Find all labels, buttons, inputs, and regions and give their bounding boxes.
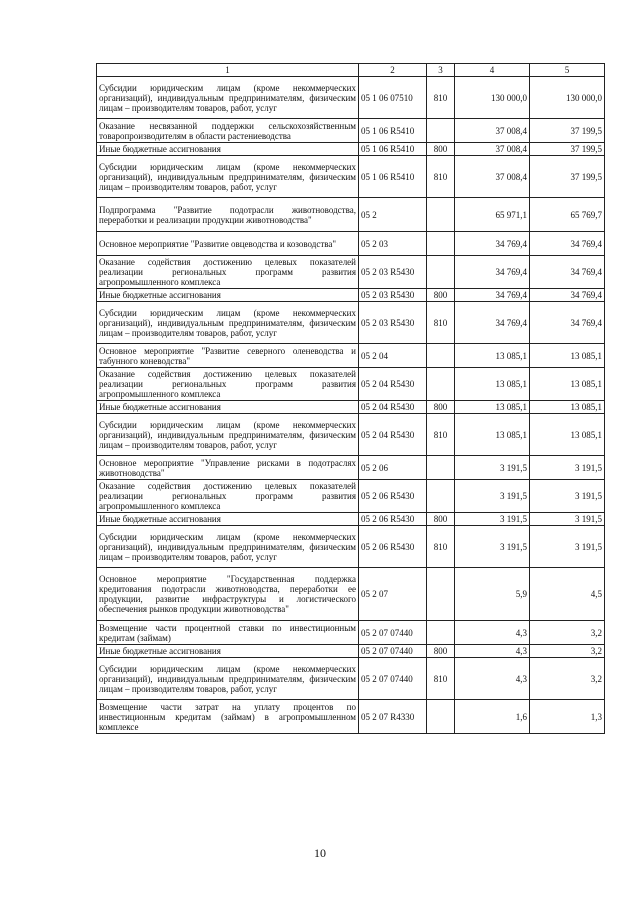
row-value-2020-cell: 3 191,5 — [455, 480, 530, 513]
row-code-cell: 05 2 03 R5430 — [359, 302, 427, 344]
table-row — [97, 232, 605, 256]
row-name-cell: Оказание содействия достижению целевых показателей реализации региональных программ развития агропромышленного комплекса — [97, 256, 359, 289]
table-row — [97, 119, 605, 143]
row-value-2020-cell: 13 085,1 — [455, 401, 530, 414]
row-name-cell: Оказание содействия достижению целевых показателей реализации региональных программ развития агропромышленного комплекса — [97, 368, 359, 401]
row-vr-cell: 810 — [427, 526, 455, 568]
row-value-2021-cell: 13 085,1 — [530, 401, 605, 414]
row-vr-cell — [427, 256, 455, 289]
row-name-cell: Возмещение части процентной ставки по инвестиционным кредитам (займам) — [97, 621, 359, 645]
row-value-2020-cell: 34 769,4 — [455, 302, 530, 344]
row-vr-cell — [427, 119, 455, 143]
table-row — [97, 568, 605, 621]
row-value-2021-cell: 1,3 — [530, 700, 605, 734]
row-vr-cell — [427, 198, 455, 232]
row-value-2020-cell: 3 191,5 — [455, 513, 530, 526]
table-row — [97, 77, 605, 119]
row-name-cell: Иные бюджетные ассигнования — [97, 645, 359, 658]
table-row — [97, 513, 605, 526]
row-value-2020-cell: 3 191,5 — [455, 456, 530, 480]
row-value-2021-cell: 3,2 — [530, 658, 605, 700]
row-value-2021-cell: 13 085,1 — [530, 344, 605, 368]
row-vr-cell — [427, 368, 455, 401]
row-vr-cell — [427, 621, 455, 645]
row-vr-cell — [427, 232, 455, 256]
row-vr-cell — [427, 700, 455, 734]
row-code-cell: 05 2 04 — [359, 344, 427, 368]
row-value-2020-cell: 37 008,4 — [455, 143, 530, 156]
row-vr-cell: 800 — [427, 401, 455, 414]
row-code-cell: 05 2 07 07440 — [359, 645, 427, 658]
row-code-cell: 05 2 06 — [359, 456, 427, 480]
row-code-cell: 05 1 06 R5410 — [359, 156, 427, 198]
row-value-2020-cell: 13 085,1 — [455, 344, 530, 368]
row-vr-cell: 810 — [427, 156, 455, 198]
table-row — [97, 414, 605, 456]
row-value-2020-cell: 3 191,5 — [455, 526, 530, 568]
row-vr-cell — [427, 568, 455, 621]
table-row — [97, 401, 605, 414]
row-value-2020-cell: 34 769,4 — [455, 289, 530, 302]
row-value-2020-cell: 4,3 — [455, 658, 530, 700]
table-row — [97, 198, 605, 232]
row-code-cell: 05 2 06 R5430 — [359, 480, 427, 513]
row-name-cell: Основное мероприятие "Управление рисками в подотраслях животноводства" — [97, 456, 359, 480]
row-name-cell: Основное мероприятие "Государственная поддержка кредитования подотрасли животноводства, переработки ее продукции, развитие инфраструктуры и логистического обеспечения рынков продукции животноводства" — [97, 568, 359, 621]
row-code-cell: 05 2 07 07440 — [359, 621, 427, 645]
table-row — [97, 621, 605, 645]
row-name-cell: Субсидии юридическим лицам (кроме некоммерческих организаций), индивидуальным предпринимателям, физическим лицам – производителям товаров, работ, услуг — [97, 658, 359, 700]
table-row — [97, 526, 605, 568]
row-vr-cell: 800 — [427, 513, 455, 526]
row-value-2021-cell: 3 191,5 — [530, 456, 605, 480]
table-row — [97, 143, 605, 156]
table-body — [97, 77, 605, 734]
header-col-1: 1 — [97, 64, 359, 77]
row-code-cell: 05 2 04 R5430 — [359, 414, 427, 456]
row-value-2021-cell: 3 191,5 — [530, 513, 605, 526]
row-name-cell: Субсидии юридическим лицам (кроме некоммерческих организаций), индивидуальным предпринимателям, физическим лицам – производителям товаров, работ, услуг — [97, 414, 359, 456]
row-code-cell: 05 1 06 07510 — [359, 77, 427, 119]
table-row — [97, 302, 605, 344]
row-value-2020-cell: 34 769,4 — [455, 256, 530, 289]
row-code-cell: 05 2 04 R5430 — [359, 368, 427, 401]
row-name-cell: Иные бюджетные ассигнования — [97, 289, 359, 302]
row-value-2020-cell: 37 008,4 — [455, 156, 530, 198]
row-name-cell: Возмещение части затрат на уплату процентов по инвестиционным кредитам (займам) в агропромышленном комплексе — [97, 700, 359, 734]
row-value-2021-cell: 3,2 — [530, 645, 605, 658]
row-value-2020-cell: 65 971,1 — [455, 198, 530, 232]
row-value-2021-cell: 37 199,5 — [530, 119, 605, 143]
table-row — [97, 645, 605, 658]
row-value-2020-cell: 13 085,1 — [455, 414, 530, 456]
header-col-2: 2 — [359, 64, 427, 77]
row-code-cell: 05 2 07 07440 — [359, 658, 427, 700]
row-value-2021-cell: 37 199,5 — [530, 143, 605, 156]
row-value-2021-cell: 3,2 — [530, 621, 605, 645]
row-name-cell: Иные бюджетные ассигнования — [97, 143, 359, 156]
row-name-cell: Субсидии юридическим лицам (кроме некоммерческих организаций), индивидуальным предпринимателям, физическим лицам – производителям товаров, работ, услуг — [97, 526, 359, 568]
row-value-2020-cell: 4,3 — [455, 645, 530, 658]
table-row — [97, 289, 605, 302]
row-vr-cell: 800 — [427, 143, 455, 156]
row-name-cell: Основное мероприятие "Развитие северного оленеводства и табунного коневодства" — [97, 344, 359, 368]
row-name-cell: Подпрограмма "Развитие подотрасли животноводства, переработки и реализации продукции животноводства" — [97, 198, 359, 232]
row-value-2020-cell: 34 769,4 — [455, 232, 530, 256]
row-name-cell: Субсидии юридическим лицам (кроме некоммерческих организаций), индивидуальным предпринимателям, физическим лицам – производителям товаров, работ, услуг — [97, 156, 359, 198]
table-row — [97, 368, 605, 401]
row-code-cell: 05 2 — [359, 198, 427, 232]
row-code-cell: 05 2 03 R5430 — [359, 256, 427, 289]
row-code-cell: 05 2 06 R5430 — [359, 526, 427, 568]
row-name-cell: Оказание содействия достижению целевых показателей реализации региональных программ развития агропромышленного комплекса — [97, 480, 359, 513]
row-vr-cell — [427, 456, 455, 480]
row-value-2021-cell: 34 769,4 — [530, 256, 605, 289]
row-value-2021-cell: 34 769,4 — [530, 289, 605, 302]
row-value-2020-cell: 130 000,0 — [455, 77, 530, 119]
row-vr-cell: 810 — [427, 658, 455, 700]
row-value-2021-cell: 34 769,4 — [530, 232, 605, 256]
table-row — [97, 658, 605, 700]
row-vr-cell: 810 — [427, 414, 455, 456]
row-code-cell: 05 2 03 R5430 — [359, 289, 427, 302]
page-number: 10 — [314, 846, 326, 860]
row-name-cell: Субсидии юридическим лицам (кроме некоммерческих организаций), индивидуальным предпринимателям, физическим лицам – производителям товаров, работ, услуг — [97, 302, 359, 344]
table-row — [97, 700, 605, 734]
header-col-3: 3 — [427, 64, 455, 77]
table-row — [97, 344, 605, 368]
header-col-5: 5 — [530, 64, 605, 77]
row-value-2021-cell: 3 191,5 — [530, 526, 605, 568]
row-value-2021-cell: 65 769,7 — [530, 198, 605, 232]
row-value-2021-cell: 13 085,1 — [530, 414, 605, 456]
row-vr-cell — [427, 480, 455, 513]
row-name-cell: Основное мероприятие "Развитие овцеводства и козоводства" — [97, 232, 359, 256]
row-vr-cell: 800 — [427, 289, 455, 302]
row-value-2021-cell: 3 191,5 — [530, 480, 605, 513]
table-row — [97, 256, 605, 289]
row-code-cell: 05 2 06 R5430 — [359, 513, 427, 526]
table-row — [97, 480, 605, 513]
row-value-2021-cell: 130 000,0 — [530, 77, 605, 119]
row-code-cell: 05 2 04 R5430 — [359, 401, 427, 414]
row-value-2021-cell: 4,5 — [530, 568, 605, 621]
row-code-cell: 05 2 07 — [359, 568, 427, 621]
row-vr-cell — [427, 344, 455, 368]
row-code-cell: 05 2 07 R4330 — [359, 700, 427, 734]
table-header-row — [97, 64, 605, 77]
row-code-cell: 05 2 03 — [359, 232, 427, 256]
row-value-2020-cell: 37 008,4 — [455, 119, 530, 143]
row-value-2021-cell: 13 085,1 — [530, 368, 605, 401]
row-name-cell: Иные бюджетные ассигнования — [97, 401, 359, 414]
row-vr-cell: 810 — [427, 77, 455, 119]
row-value-2021-cell: 37 199,5 — [530, 156, 605, 198]
row-value-2020-cell: 13 085,1 — [455, 368, 530, 401]
row-name-cell: Иные бюджетные ассигнования — [97, 513, 359, 526]
row-value-2020-cell: 4,3 — [455, 621, 530, 645]
row-value-2020-cell: 1,6 — [455, 700, 530, 734]
table-row — [97, 156, 605, 198]
budget-table — [96, 63, 605, 734]
row-code-cell: 05 1 06 R5410 — [359, 119, 427, 143]
header-col-4: 4 — [455, 64, 530, 77]
budget-page — [96, 63, 604, 734]
row-vr-cell: 810 — [427, 302, 455, 344]
table-row — [97, 456, 605, 480]
row-value-2020-cell: 5,9 — [455, 568, 530, 621]
row-name-cell: Оказание несвязанной поддержки сельскохозяйственным товаропроизводителям в области растениеводства — [97, 119, 359, 143]
row-code-cell: 05 1 06 R5410 — [359, 143, 427, 156]
row-name-cell: Субсидии юридическим лицам (кроме некоммерческих организаций), индивидуальным предпринимателям, физическим лицам – производителям товаров, работ, услуг — [97, 77, 359, 119]
row-vr-cell: 800 — [427, 645, 455, 658]
row-value-2021-cell: 34 769,4 — [530, 302, 605, 344]
